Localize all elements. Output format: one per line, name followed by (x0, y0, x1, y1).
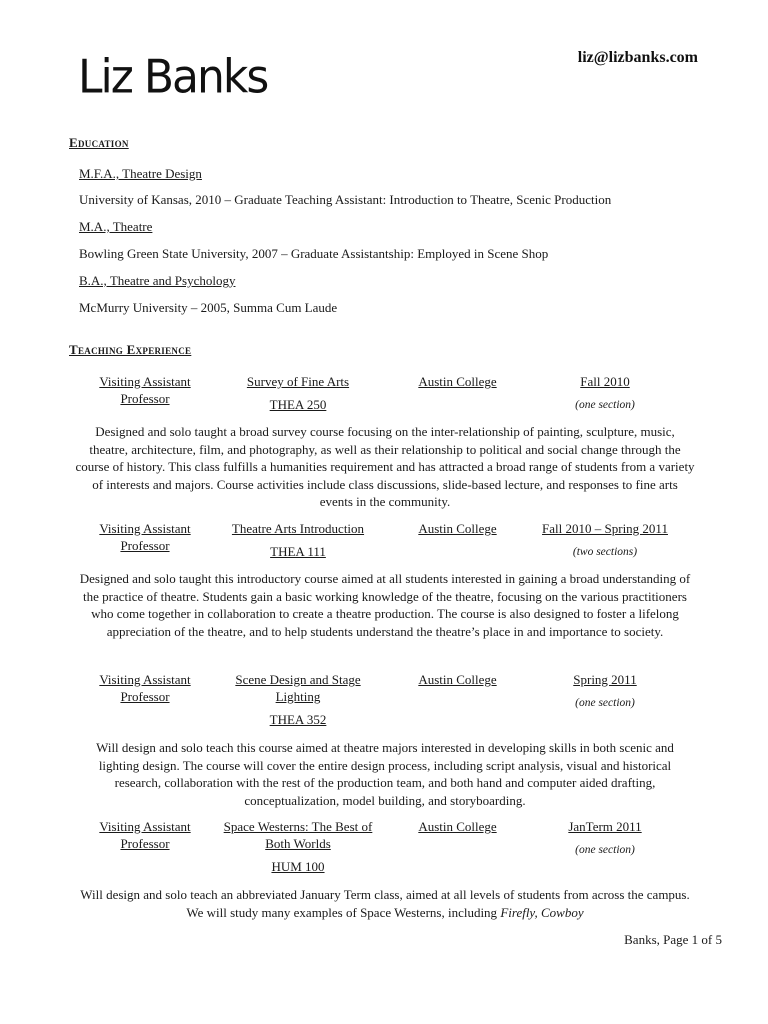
course-code: HUM 100 (271, 859, 325, 874)
course-row (75, 818, 695, 878)
course-name: Survey of Fine Arts (246, 374, 350, 389)
degree-ma-detail: Bowling Green State University, 2007 – Graduate Assistantship: Employed in Scene Shop (79, 246, 549, 261)
course-code: THEA 111 (270, 544, 326, 559)
term-cell (530, 671, 680, 712)
term: JanTerm 2011 (568, 819, 642, 834)
course-name: Scene Design and Stage Lighting (235, 672, 361, 704)
course-cell (218, 671, 378, 728)
course-cell (218, 520, 378, 560)
school-name: Austin College (418, 521, 497, 536)
course-description (75, 886, 695, 921)
section-count: (one section) (575, 399, 635, 411)
course-code: THEA 352 (269, 712, 327, 727)
position-title: Visiting Assistant Professor (99, 521, 191, 553)
degree-mfa-detail: University of Kansas, 2010 – Graduate Teaching Assistant: Introduction to Theatre, Scenic Production (79, 192, 612, 207)
section-count: (one section) (575, 844, 635, 856)
degree-ba: B.A., Theatre and Psychology (79, 273, 236, 288)
course-name: Space Westerns: The Best of Both Worlds (223, 819, 373, 851)
degree-mfa: M.F.A., Theatre Design (79, 166, 202, 181)
description-italic-titles: Firefly, Cowboy (500, 904, 584, 920)
course-cell (218, 818, 378, 875)
course-name: Theatre Arts Introduction (231, 521, 365, 536)
school-name: Austin College (418, 672, 497, 687)
school-name: Austin College (418, 374, 497, 389)
term-cell (530, 818, 680, 859)
position-title: Visiting Assistant Professor (99, 672, 191, 704)
course-cell (218, 373, 378, 413)
page-footer: Banks, Page 1 of 5 (624, 932, 722, 947)
course-description: Designed and solo taught a broad survey course focusing on the inter-relationship of painting, sculpture, music, theatre, architecture, film, and photography, as well as their relationship to political and social change through the course of history. This class fulfills a humanities requirement and has attracted a broad range of students from a variety of interests and majors. Course activities include class discussions, slide-based lecture, and responses to fine arts events in the community. (75, 424, 695, 510)
course-description: Will design and solo teach this course aimed at theatre majors interested in developing skills in both scenic and lighting design. The course will cover the entire design process, including script analysis, visual and historical research, collaboration with the rest of the production team, and both hand and computer aided drafting, conceptualization, model building, and storyboarding. (96, 740, 674, 808)
candidate-name: Liz Banks (78, 50, 268, 105)
teaching-heading: Teaching Experience (69, 342, 192, 357)
term: Fall 2010 – Spring 2011 (542, 521, 668, 536)
course-row (75, 671, 695, 731)
section-count: (two sections) (572, 546, 638, 558)
degree-ma: M.A., Theatre (79, 219, 153, 234)
course-description: Designed and solo taught this introductory course aimed at all students interested in gaining a broad understanding of the practice of theatre. Students gain a basic working knowledge of the theatre, focusing on the various practitioners who come together in collaboration to create a theatre production. The course is also designed to foster a lifelong appreciation of the theatre, and to help students understand the theatre’s place in and importance to society. (79, 571, 691, 639)
position-title: Visiting Assistant Professor (99, 819, 191, 851)
description-text: Will design and solo teach an abbreviated January Term class, aimed at all levels of students from across the campus. We will study many examples of Space Westerns, including (80, 887, 690, 920)
term-cell (530, 520, 680, 561)
section-count: (one section) (575, 697, 635, 709)
school-name: Austin College (418, 819, 497, 834)
email-link[interactable]: liz@lizbanks.com (577, 49, 698, 66)
course-code: THEA 250 (269, 397, 327, 412)
position-title: Visiting Assistant Professor (99, 374, 191, 406)
term: Fall 2010 (580, 374, 630, 389)
education-heading: Education (69, 135, 129, 150)
degree-ba-detail: McMurry University – 2005, Summa Cum Laude (79, 300, 338, 315)
term-cell (530, 373, 680, 414)
term: Spring 2011 (573, 672, 637, 687)
